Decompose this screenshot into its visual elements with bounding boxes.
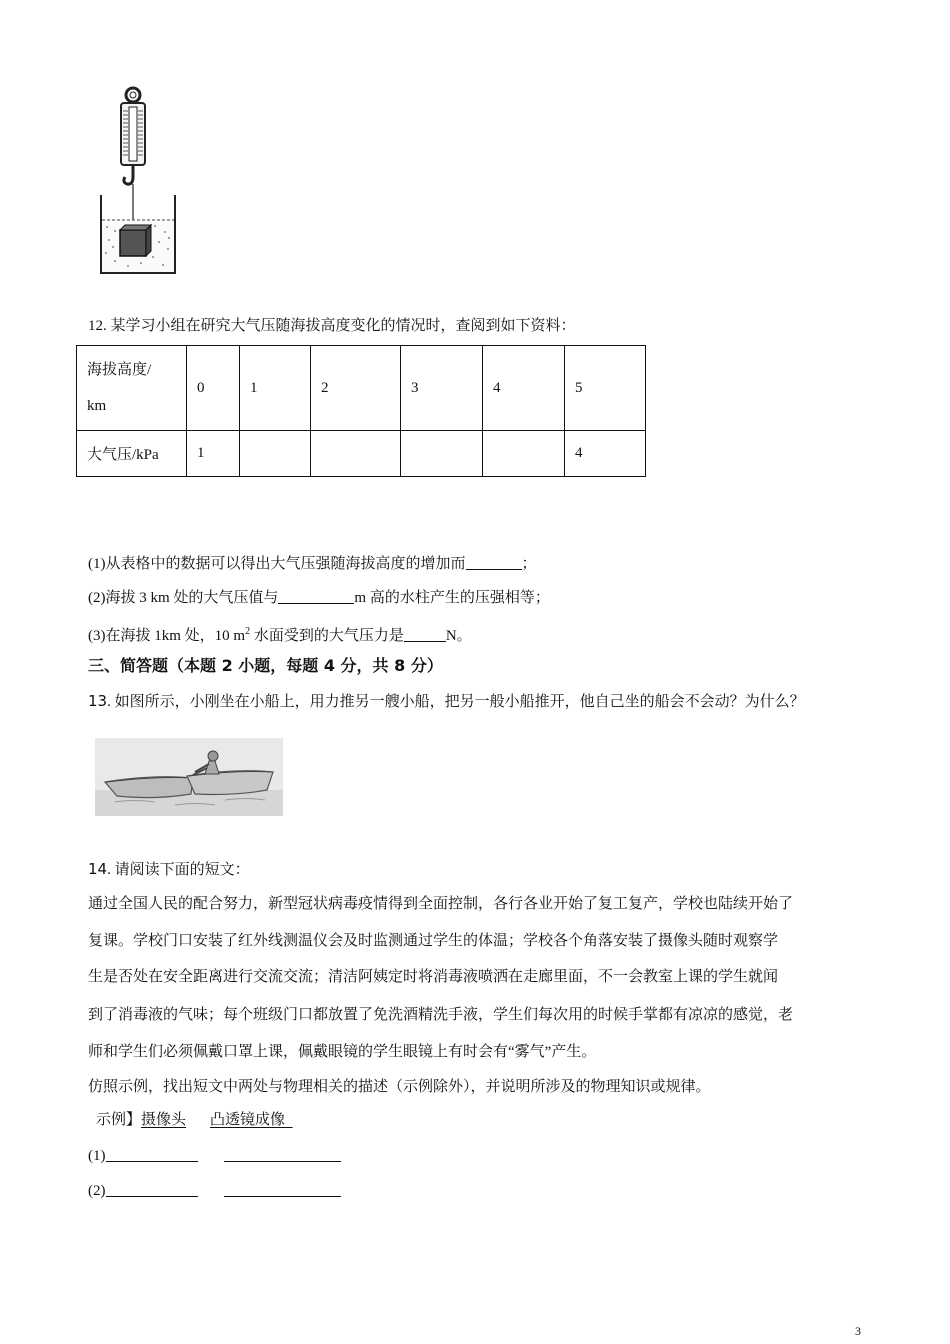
q13-text: 13. 如图所示，小刚坐在小船上，用力推另一艘小船，把另一般小船推开，他自己坐的船会不会动？为什么？ xyxy=(88,692,805,710)
q14-passage-line: 通过全国人民的配合努力，新型冠状病毒疫情得到全面控制，各行各业开始了复工复产，学校也陆续开始了 xyxy=(88,896,794,912)
answer-blank[interactable] xyxy=(466,553,522,570)
table-cell-height: 0 xyxy=(187,346,240,431)
table-row xyxy=(77,346,646,431)
altitude-pressure-table xyxy=(76,345,646,477)
q14-passage-line: 复课。学校门口安装了红外线测温仪会及时监测通过学生的体温；学校各个角落安装了摄像头随时观察学 xyxy=(88,933,779,949)
table-cell-pressure: 4 xyxy=(565,431,646,477)
table-header-altitude: 海拔高度/ km xyxy=(77,346,187,431)
q14-passage-line: 师和学生们必须佩戴口罩上课，佩戴眼镜的学生眼镜上有时会有“雾气”产生。 xyxy=(88,1044,597,1060)
q14-instruction: 仿照示例，找出短文中两处与物理相关的描述（示例除外），并说明所涉及的物理知识或规律。 xyxy=(88,1079,711,1095)
page-number: 3 xyxy=(855,1324,861,1338)
table-cell-height: 4 xyxy=(483,346,565,431)
table-cell-height: 3 xyxy=(401,346,483,431)
answer-blank[interactable] xyxy=(106,1145,198,1162)
q14-intro: 14. 请阅读下面的短文： xyxy=(88,860,250,878)
table-header-pressure: 大气压/kPa xyxy=(77,431,187,477)
q12-sub2: (2)海拔 3 km 处的大气压值与 m 高的水柱产生的压强相等； xyxy=(88,587,550,608)
section-heading: 三、简答题（本题 2 小题，每题 4 分，共 8 分） xyxy=(88,656,443,675)
q14-passage-line: 到了消毒液的气味；每个班级门口都放置了免洗酒精洗手液，学生们每次用的时候手掌都有凉凉的感觉，老 xyxy=(88,1007,794,1023)
table-cell-height: 1 xyxy=(240,346,311,431)
table-cell-pressure xyxy=(483,431,565,477)
q12-sub3: (3)在海拔 1km 处，10 $m^2$ 水面受到的大气压力是 N。 xyxy=(88,626,472,644)
q12-sub1: (1)从表格中的数据可以得出大气压强随海拔高度的增加而 ； xyxy=(88,553,537,574)
table-cell-pressure xyxy=(240,431,311,477)
table-row xyxy=(77,431,646,477)
boats-figure xyxy=(95,738,283,816)
q14-answer-1: (1) xyxy=(88,1145,341,1166)
q14-example: 示例】摄像头 凸透镜成像 xyxy=(96,1112,286,1128)
answer-blank[interactable] xyxy=(278,587,354,604)
answer-blank[interactable] xyxy=(404,625,446,642)
q14-passage-line: 生是否处在安全距离进行交流交流；清洁阿姨定时将消毒液喷洒在走廊里面，不一会教室上课的学生就闻 xyxy=(88,969,779,985)
q12-prompt: 12. 某学习小组在研究大气压随海拔高度变化的情况时，查阅到如下资料： xyxy=(88,318,576,334)
table-cell-pressure xyxy=(401,431,483,477)
answer-blank[interactable] xyxy=(224,1180,341,1197)
table-cell-pressure xyxy=(311,431,401,477)
answer-blank[interactable] xyxy=(224,1145,341,1162)
spring-scale-figure xyxy=(95,85,185,277)
q14-answer-2: (2) xyxy=(88,1180,341,1201)
table-cell-height: 5 xyxy=(565,346,646,431)
answer-blank[interactable] xyxy=(106,1180,198,1197)
table-cell-height: 2 xyxy=(311,346,401,431)
table-cell-pressure: 1 xyxy=(187,431,240,477)
